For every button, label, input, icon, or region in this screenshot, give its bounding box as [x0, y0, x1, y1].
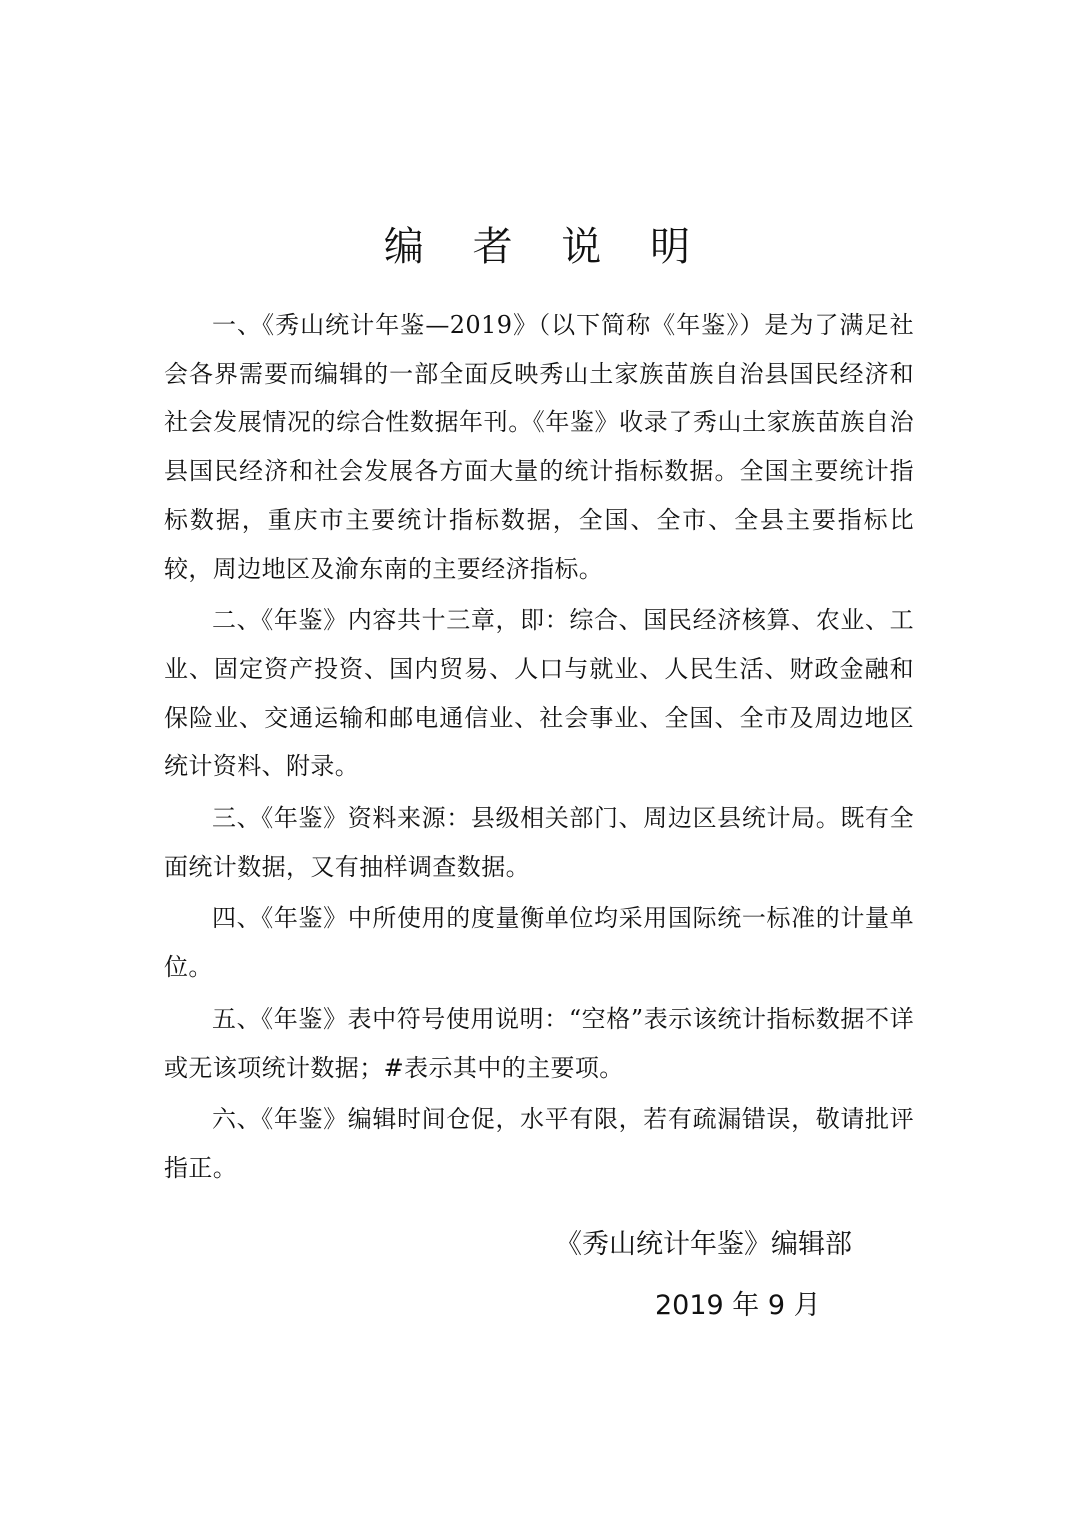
date: 2019 年 9 月	[655, 1290, 821, 1321]
paragraph-4: 四、《年鉴》中所使用的度量衡单位均采用国际统一标准的计量单位。	[164, 904, 914, 982]
paragraph-5: 五、《年鉴》表中符号使用说明：“空格”表示该统计指标数据不详或无该项统计数据；#表示其中的主要项。	[164, 1004, 914, 1082]
paragraph-6: 六、《年鉴》编辑时间仓促，水平有限，若有疏漏错误，敬请批评指正。	[164, 1105, 914, 1182]
document-body	[164, 301, 914, 1196]
signature: 《秀山统计年鉴》编辑部	[555, 1229, 852, 1260]
page-title: 编 者 说 明	[383, 223, 709, 270]
paragraph-3: 三、《年鉴》资料来源：县级相关部门、周边区县统计局。既有全面统计数据，又有抽样调查数据。	[164, 804, 914, 881]
paragraph-2: 二、《年鉴》内容共十三章，即：综合、国民经济核算、农业、工业、固定资产投资、国内贸易、人口与就业、人民生活、财政金融和保险业、交通运输和邮电通信业、社会事业、全国、全市及周边地区统计资料、附录。	[164, 606, 914, 781]
paragraph-1: 一、《秀山统计年鉴—2019》（以下简称《年鉴》）是为了满足社会各界需要而编辑的一部全面反映秀山土家族苗族自治县国民经济和社会发展情况的综合性数据年刊。《年鉴》收录了秀山土家族苗族自治县国民经济和社会发展各方面大量的统计指标数据。全国主要统计指标数据，重庆市主要统计指标数据，全国、全市、全县主要指标比较，周边地区及渝东南的主要经济指标。	[164, 311, 914, 583]
